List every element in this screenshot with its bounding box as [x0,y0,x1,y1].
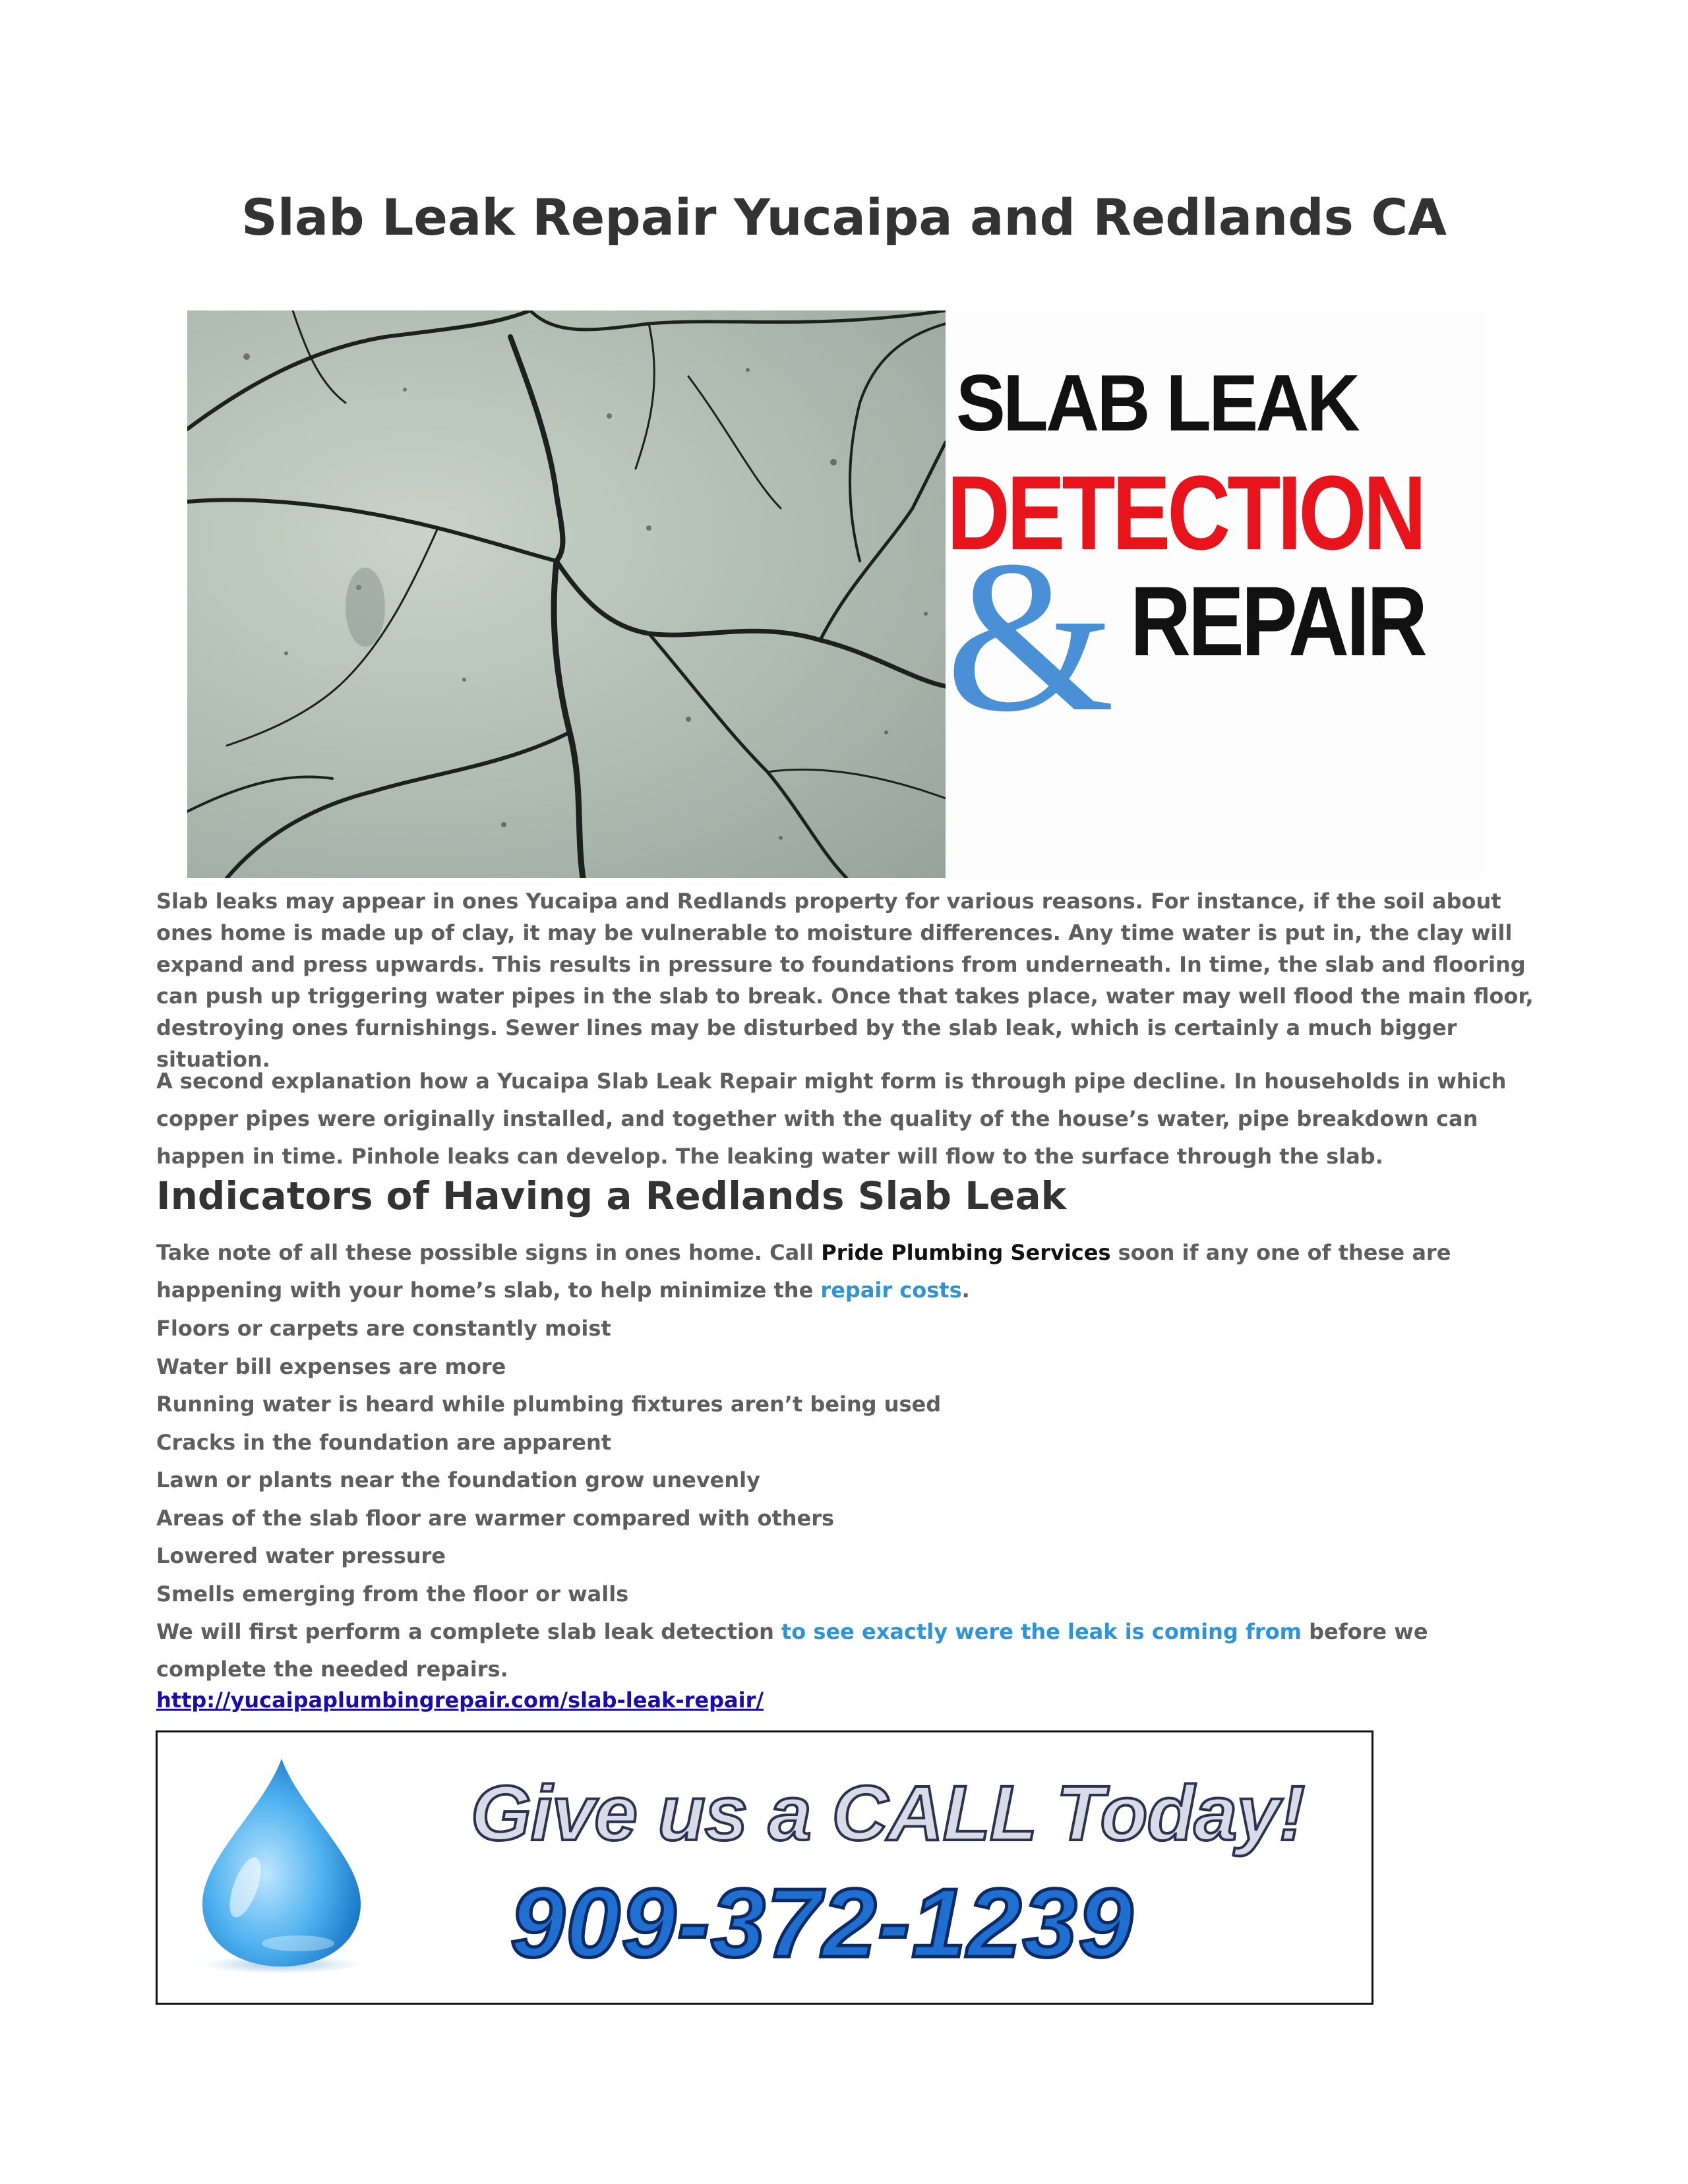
leak-location-link[interactable]: to see exactly were the leak is coming from [781,1619,1302,1644]
phone-number[interactable]: 909-372-1239 [510,1869,1134,1978]
intro-text-part3: . [961,1278,970,1303]
banner-slab-leak: SLAB LEAK [956,358,1358,448]
list-item: Areas of the slab floor are warmer compared with others [156,1505,835,1531]
page-title: Slab Leak Repair Yucaipa and Redlands CA [241,188,1447,247]
cta-headline: Give us a CALL Today! [471,1770,1305,1857]
cracked-concrete-photo [187,310,946,878]
intro-paragraph: Slab leaks may appear in ones Yucaipa and Redlands property for various reasons. For instance, if the soil about ones home is made up of clay, it may be vulnerable to moisture differences. Any time water is put in, the clay will expand and press upwards. This results in pressure to foundations from underneath. In time, the slab and flooring can push up triggering water pipes in the slab to break. Once that takes place, water may well flood the main floor, destroying ones furnishings. Sewer lines may be disturbed by the slab leak, which is certainly a much bigger situation. [156,889,1534,1072]
company-name: Pride Plumbing Services [821,1240,1111,1265]
slab-leak-banner [946,310,1485,878]
list-item: Lowered water pressure [156,1543,446,1568]
list-item: Cracks in the foundation are apparent [156,1429,612,1455]
list-item: Water bill expenses are more [156,1353,506,1379]
repair-costs-link[interactable]: repair costs [820,1278,962,1303]
source-url-link[interactable]: http://yucaipaplumbingrepair.com/slab-leak-repair/ [156,1688,764,1713]
banner-detection: DETECTION [947,454,1424,572]
signs-list [156,1310,941,1613]
list-item: Running water is heard while plumbing fixtures aren’t being used [156,1392,942,1417]
call-to-action-banner[interactable] [156,1730,1373,2005]
indicators-intro [156,1234,1541,1309]
closing-text-part1: We will first perform a complete slab leak detection [156,1619,781,1644]
intro-text-part2: soon if any one of these are happening with your home’s slab, to help minimize the [156,1240,1451,1303]
closing-text-part2: before we complete the needed repairs. [156,1619,1428,1682]
list-item: Lawn or plants near the foundation grow unevenly [156,1467,760,1492]
hero-image [187,310,1485,878]
indicators-heading: Indicators of Having a Redlands Slab Leak [156,1173,1067,1218]
pipe-decline-paragraph: A second explanation how a Yucaipa Slab Leak Repair might form is through pipe decline. In households in which copper pipes were originally installed, and together with the quality of the house’s water, pipe breakdown can happen in time. Pinhole leaks can develop. The leaking water will flow to the surface through the slab. [156,1069,1507,1169]
intro-text-part1: Take note of all these possible signs in ones home. Call [156,1240,822,1265]
banner-ampersand: & [946,516,1115,757]
list-item: Floors or carpets are constantly moist [156,1316,611,1341]
banner-repair: REPAIR [1130,566,1425,676]
water-drop-icon [183,1752,374,1976]
list-item: Smells emerging from the floor or walls [156,1581,629,1607]
closing-paragraph [156,1613,1528,1688]
